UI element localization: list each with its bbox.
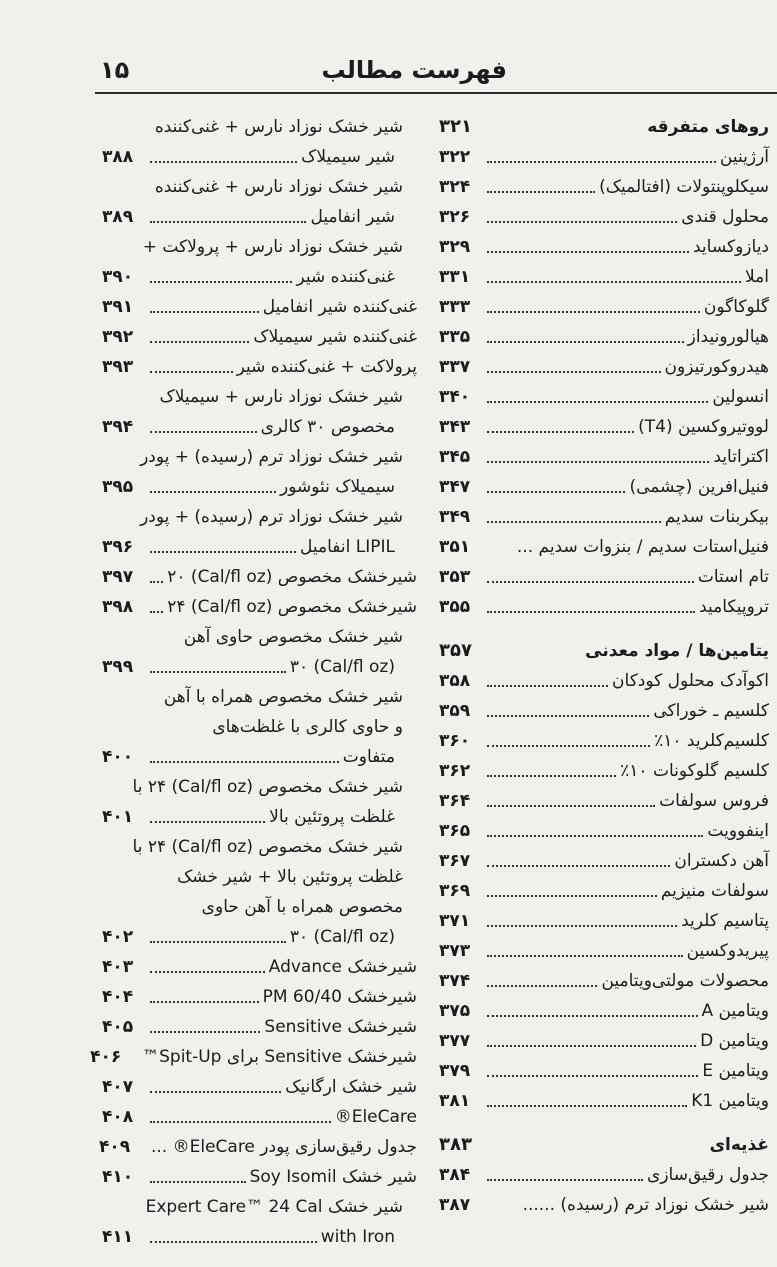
toc-entry xyxy=(102,562,417,592)
toc-entry xyxy=(98,1132,417,1162)
toc-entry xyxy=(439,202,769,232)
toc-entry-title: گلوکاگون xyxy=(703,297,769,317)
toc-entry-page: ۳۹۳ xyxy=(102,357,134,377)
toc-entry-title: غلظت پروتئین بالا + شیر خشک xyxy=(177,867,403,887)
toc-entry-page: ۳۳۷ xyxy=(439,357,471,377)
toc-leader-dots xyxy=(150,1001,259,1003)
toc-entry-page: ۴۱۰ xyxy=(102,1167,134,1187)
toc-entry-title: کلسیم گلوکونات ۱۰٪ xyxy=(620,761,769,781)
toc-entry-page: ۴۰۸ xyxy=(102,1107,134,1127)
toc-leader-dots xyxy=(150,941,286,943)
toc-entry-page: ۳۲۲ xyxy=(439,147,471,167)
toc-leader-dots xyxy=(487,985,597,987)
toc-column-left xyxy=(90,112,417,1252)
toc-entry-title: شیر خشک مخصوص (Cal/fl oz) ۲۴ با xyxy=(132,777,403,797)
toc-entry-title: پیریدوکسین xyxy=(686,941,769,961)
toc-entry-title: املا xyxy=(745,267,769,287)
toc-entry xyxy=(102,772,417,802)
toc-entry xyxy=(102,1162,417,1192)
toc-entry-page: ۳۵۳ xyxy=(439,567,471,587)
toc-entry-title: محصولات مولتی‌ویتامین xyxy=(601,971,769,991)
toc-leader-dots xyxy=(487,191,595,193)
toc-entry-title: شیر خشک نوزاد نارس + پرولاکت + xyxy=(142,237,403,257)
toc-entry-title: with Iron xyxy=(320,1227,395,1247)
toc-entry xyxy=(439,232,769,262)
toc-entry xyxy=(439,1086,769,1116)
toc-entry-title: ویتامین D xyxy=(700,1031,769,1051)
toc-entry xyxy=(439,996,769,1026)
toc-entry-page: ۳۹۱ xyxy=(102,297,134,317)
toc-entry-page: ۳۸۳ xyxy=(439,1134,472,1155)
toc-entry-title: یتامین‌ها / مواد معدنی xyxy=(585,641,769,661)
toc-entry xyxy=(102,622,417,652)
toc-leader-dots xyxy=(487,925,677,927)
toc-entry xyxy=(102,832,417,862)
toc-entry xyxy=(439,352,769,382)
toc-leader-dots xyxy=(487,611,695,613)
toc-leader-dots xyxy=(487,341,684,343)
toc-entry-page: ۳۳۵ xyxy=(439,327,471,347)
toc-entry-page: ۳۴۳ xyxy=(439,417,471,437)
toc-entry xyxy=(439,1056,769,1086)
toc-entry-title: شیر خشک نوزاد نارس + سیمیلاک xyxy=(159,387,403,407)
toc-entry-page: ۳۷۱ xyxy=(439,911,471,931)
toc-leader-dots xyxy=(487,521,661,523)
toc-entry xyxy=(439,322,769,352)
toc-entry xyxy=(439,442,769,472)
toc-entry xyxy=(439,412,769,442)
toc-leader-dots xyxy=(150,491,276,493)
toc-entry-page: ۳۶۲ xyxy=(439,761,471,781)
toc-entry-title: غنی‌کننده شیر xyxy=(296,267,395,287)
toc-entry-title: شیر خشک مخصوص حاوی آهن xyxy=(183,627,403,647)
toc-entry xyxy=(90,1042,417,1072)
toc-entry-page: ۳۲۹ xyxy=(439,237,471,257)
toc-entry-page: ۳۹۴ xyxy=(102,417,134,437)
toc-leader-dots xyxy=(487,1105,687,1107)
toc-entry xyxy=(102,952,417,982)
toc-entry-page: ۳۴۹ xyxy=(439,507,471,527)
toc-entry-title: شیر خشک نوزاد ترم (رسیده) ...... xyxy=(522,1195,769,1215)
toc-entry xyxy=(102,802,417,832)
header-rule xyxy=(95,92,777,94)
toc-entry xyxy=(102,442,417,472)
toc-entry-title: مخصوص همراه با آهن حاوی xyxy=(201,897,403,917)
toc-entry xyxy=(102,682,417,712)
toc-entry-title: شیرخشک Advance xyxy=(268,957,417,977)
toc-entry-title: تام استات xyxy=(697,567,769,587)
toc-entry xyxy=(102,862,417,892)
toc-entry xyxy=(439,1160,769,1190)
toc-leader-dots xyxy=(487,461,709,463)
toc-leader-dots xyxy=(150,821,265,823)
toc-entry-title: شیرخشک Sensitive xyxy=(264,1017,417,1037)
toc-section-heading xyxy=(439,112,769,142)
toc-entry xyxy=(102,292,417,322)
toc-entry xyxy=(102,712,417,742)
toc-entry-title: شیرخشک مخصوص (Cal/fl oz) ۲۴ xyxy=(167,597,417,617)
toc-entry-title: شیر خشک نوزاد نارس + غنی‌کننده xyxy=(154,117,403,137)
toc-entry-title: بیکربنات سدیم xyxy=(664,507,769,527)
toc-leader-dots xyxy=(150,551,296,553)
toc-entry xyxy=(102,892,417,922)
toc-entry-title: محلول قندی xyxy=(681,207,769,227)
toc-leader-dots xyxy=(487,281,741,283)
toc-entry-title: هیدروکورتیزون xyxy=(664,357,769,377)
toc-entry-page: ۳۶۰ xyxy=(439,731,471,751)
toc-leader-dots xyxy=(487,715,649,717)
page-number: ۱۵ xyxy=(100,56,130,84)
toc-entry xyxy=(439,142,769,172)
toc-leader-dots xyxy=(487,1179,643,1181)
toc-leader-dots xyxy=(150,1181,246,1183)
toc-leader-dots xyxy=(487,1015,698,1017)
toc-entry xyxy=(102,652,417,682)
toc-entry-title: کلسیم ـ خوراکی xyxy=(653,701,769,721)
toc-entry xyxy=(439,786,769,816)
toc-entry xyxy=(102,592,417,622)
toc-entry xyxy=(439,816,769,846)
toc-leader-dots xyxy=(487,161,716,163)
toc-entry-page: ۳۲۶ xyxy=(439,207,471,227)
toc-leader-dots xyxy=(487,1075,698,1077)
toc-leader-dots xyxy=(487,895,657,897)
section-gap xyxy=(439,1116,769,1130)
toc-entry xyxy=(102,352,417,382)
toc-leader-dots xyxy=(150,671,286,673)
toc-entry-title: اکتراتاید xyxy=(713,447,769,467)
toc-entry xyxy=(439,696,769,726)
toc-entry-page: ۳۵۱ xyxy=(439,537,471,557)
toc-entry-title: سیمیلاک نئوشور xyxy=(280,477,395,497)
toc-entry-page: ۳۵۸ xyxy=(439,671,471,691)
toc-leader-dots xyxy=(150,431,257,433)
toc-entry-title: سولفات منیزیم xyxy=(660,881,769,901)
toc-entry-page: ۴۰۱ xyxy=(102,807,134,827)
toc-entry-page: ۴۰۳ xyxy=(102,957,134,977)
toc-entry xyxy=(439,936,769,966)
toc-entry-title: غلظت پروتئین بالا xyxy=(269,807,395,827)
toc-leader-dots xyxy=(487,431,634,433)
toc-entry-page: ۳۹۶ xyxy=(102,537,134,557)
toc-entry-title: شیر خشک مخصوص همراه با آهن xyxy=(163,687,403,707)
toc-entry-title: مخصوص ۳۰ کالری xyxy=(260,417,395,437)
section-gap xyxy=(439,622,769,636)
toc-entry-title: متفاوت xyxy=(342,747,395,767)
toc-entry xyxy=(439,726,769,756)
toc-leader-dots xyxy=(487,775,616,777)
toc-leader-dots xyxy=(150,1091,281,1093)
toc-entry-page: ۳۶۹ xyxy=(439,881,471,901)
toc-entry-page: ۳۸۱ xyxy=(439,1091,471,1111)
toc-entry-page: ۴۰۰ xyxy=(102,747,134,767)
toc-entry-page: ۳۶۴ xyxy=(439,791,471,811)
toc-entry-title: غنی‌کننده شیر انفامیل xyxy=(262,297,417,317)
toc-entry-page: ۳۲۱ xyxy=(439,116,472,137)
toc-entry xyxy=(102,412,417,442)
toc-leader-dots xyxy=(487,251,689,253)
toc-entry xyxy=(439,846,769,876)
toc-entry-page: ۴۰۹ xyxy=(98,1137,131,1157)
toc-leader-dots xyxy=(150,761,339,763)
toc-entry-title: فنیل‌افرین (چشمی) xyxy=(629,477,769,497)
toc-entry xyxy=(102,262,417,292)
toc-entry-title: کلسیم‌کلرید ۱۰٪ xyxy=(654,731,769,751)
toc-entry xyxy=(439,966,769,996)
toc-entry xyxy=(439,502,769,532)
toc-entry xyxy=(102,1192,417,1222)
toc-entry xyxy=(102,142,417,172)
toc-entry xyxy=(102,232,417,262)
toc-entry-title: غنی‌کننده شیر سیمیلاک xyxy=(253,327,417,347)
toc-entry-title: و حاوی کالری با غلظت‌های xyxy=(212,717,403,737)
toc-entry-page: ۳۹۸ xyxy=(102,597,134,617)
toc-entry-page: ۳۷۷ xyxy=(439,1031,471,1051)
toc-entry-title: غذیه‌ای xyxy=(709,1135,769,1155)
toc-leader-dots xyxy=(487,805,655,807)
toc-entry-page: ۳۴۰ xyxy=(439,387,471,407)
toc-leader-dots xyxy=(487,491,625,493)
toc-entry-title: ویتامین A xyxy=(701,1001,769,1021)
toc-entry-title: فنیل‌استات سدیم / بنزوات سدیم ... xyxy=(516,537,769,557)
toc-entry-title: اینفوویت xyxy=(707,821,769,841)
toc-entry xyxy=(102,1222,417,1252)
toc-entry-page: ۳۴۷ xyxy=(439,477,471,497)
toc-leader-dots xyxy=(487,371,661,373)
toc-entry xyxy=(102,1012,417,1042)
toc-leader-dots xyxy=(150,581,163,583)
toc-leader-dots xyxy=(150,341,249,343)
toc-leader-dots xyxy=(150,971,265,973)
page-title: فهرست مطالب xyxy=(321,56,507,84)
toc-leader-dots xyxy=(487,221,677,223)
toc-leader-dots xyxy=(150,1031,260,1033)
toc-entry-page: ۳۶۵ xyxy=(439,821,471,841)
toc-entry-title: آهن دکستران xyxy=(674,851,769,871)
toc-entry-page: ۳۹۲ xyxy=(102,327,134,347)
toc-entry-page: ۳۷۹ xyxy=(439,1061,471,1081)
toc-entry-title: شیر انفامیل xyxy=(310,207,395,227)
toc-entry xyxy=(102,922,417,952)
toc-section-heading xyxy=(439,1130,769,1160)
toc-leader-dots xyxy=(150,221,306,223)
toc-entry xyxy=(439,382,769,412)
toc-entry-title: شیرخشک PM 60/40 xyxy=(262,987,417,1007)
toc-entry-title: شیر خشک نوزاد نارس + غنی‌کننده xyxy=(154,177,403,197)
toc-entry xyxy=(439,906,769,936)
toc-entry-title: جدول رقیق‌سازی پودر EleCare® ... xyxy=(150,1137,417,1157)
toc-entry xyxy=(102,1072,417,1102)
toc-entry xyxy=(102,982,417,1012)
toc-entry xyxy=(102,202,417,232)
toc-entry-title: (Cal/fl oz) ۳۰ xyxy=(289,927,395,947)
toc-entry-page: ۳۸۹ xyxy=(102,207,134,227)
toc-entry-title: روهای متفرقه xyxy=(647,117,769,137)
toc-entry-title: شیر خشک ارگانیک xyxy=(285,1077,417,1097)
toc-entry-title: ویتامین K1 xyxy=(691,1091,769,1111)
toc-leader-dots xyxy=(487,865,670,867)
toc-entry-page: ۳۳۳ xyxy=(439,297,471,317)
toc-entry-title: (Cal/fl oz) ۳۰ xyxy=(289,657,395,677)
toc-entry xyxy=(439,532,769,562)
toc-entry-title: شیر خشک نوزاد ترم (رسیده) + پودر xyxy=(140,507,403,527)
toc-leader-dots xyxy=(150,1121,331,1123)
toc-entry-page: ۳۸۷ xyxy=(439,1195,471,1215)
toc-entry xyxy=(102,472,417,502)
toc-leader-dots xyxy=(487,835,703,837)
toc-entry xyxy=(102,1102,417,1132)
toc-leader-dots xyxy=(487,955,683,957)
toc-entry-page: ۳۶۷ xyxy=(439,851,471,871)
toc-leader-dots xyxy=(150,611,163,613)
toc-entry-page: ۳۵۹ xyxy=(439,701,471,721)
toc-entry-title: دیازوکساید xyxy=(693,237,769,257)
toc-entry-page: ۳۲۴ xyxy=(439,177,471,197)
toc-entry-title: جدول رقیق‌سازی xyxy=(647,1165,769,1185)
toc-leader-dots xyxy=(487,745,650,747)
toc-entry-title: شیر سیمیلاک xyxy=(301,147,395,167)
toc-entry-title: سیکلوپنتولات (افتالمیک) xyxy=(599,177,769,197)
toc-entry-title: شیر خشک Soy Isomil xyxy=(249,1167,417,1187)
toc-entry-page: ۳۵۵ xyxy=(439,597,471,617)
toc-entry-title: شیرخشک Sensitive برای Spit-Up™ xyxy=(142,1047,417,1067)
toc-entry-page: ۳۷۴ xyxy=(439,971,471,991)
toc-entry xyxy=(102,172,417,202)
toc-entry-page: ۳۷۳ xyxy=(439,941,471,961)
toc-entry-title: شیر خشک نوزاد ترم (رسیده) + پودر xyxy=(140,447,403,467)
toc-entry-title: EleCare® xyxy=(334,1107,417,1127)
toc-entry-title: شیر خشک مخصوص (Cal/fl oz) ۲۴ با xyxy=(132,837,403,857)
toc-entry-page: ۴۰۵ xyxy=(102,1017,134,1037)
toc-entry xyxy=(439,262,769,292)
toc-entry-page: ۳۹۹ xyxy=(102,657,134,677)
toc-entry-page: ۳۹۰ xyxy=(102,267,134,287)
toc-entry-page: ۴۰۴ xyxy=(102,987,134,1007)
toc-entry xyxy=(439,666,769,696)
toc-leader-dots xyxy=(487,1045,696,1047)
toc-leader-dots xyxy=(487,401,708,403)
toc-entry-title: تروپیکامید xyxy=(699,597,769,617)
toc-entry-title: شیر خشک Expert Care™ 24 Cal xyxy=(145,1197,403,1217)
toc-entry-title: فروس سولفات xyxy=(659,791,769,811)
toc-leader-dots xyxy=(150,281,292,283)
toc-column-right xyxy=(439,112,769,1220)
toc-entry-title: اکوآدک محلول کودکان xyxy=(612,671,769,691)
toc-entry-title: هیالورونیداز xyxy=(687,327,769,347)
toc-leader-dots xyxy=(150,161,297,163)
toc-entry-page: ۳۹۵ xyxy=(102,477,134,497)
toc-entry-title: آرژینین xyxy=(719,147,769,167)
toc-entry xyxy=(439,592,769,622)
toc-entry-page: ۴۰۷ xyxy=(102,1077,134,1097)
toc-entry-title: LIPIL انفامیل xyxy=(300,537,395,557)
toc-entry-page: ۳۳۱ xyxy=(439,267,471,287)
toc-leader-dots xyxy=(487,581,694,583)
toc-entry xyxy=(102,382,417,412)
toc-entry-page: ۳۷۵ xyxy=(439,1001,471,1021)
toc-entry xyxy=(102,112,417,142)
toc-entry-page: ۳۹۷ xyxy=(102,567,134,587)
toc-entry xyxy=(439,1026,769,1056)
toc-entry-page: ۳۵۷ xyxy=(439,640,472,661)
toc-entry xyxy=(102,502,417,532)
toc-entry-title: انسولین xyxy=(712,387,769,407)
toc-entry xyxy=(439,562,769,592)
toc-entry xyxy=(102,532,417,562)
toc-entry xyxy=(102,742,417,772)
toc-leader-dots xyxy=(487,685,608,687)
toc-entry-title: ویتامین E xyxy=(702,1061,769,1081)
toc-entry xyxy=(439,1190,769,1220)
toc-entry xyxy=(439,876,769,906)
toc-entry xyxy=(439,292,769,322)
toc-entry-page: ۳۸۸ xyxy=(102,147,134,167)
toc-entry-page: ۴۰۶ xyxy=(90,1047,122,1067)
toc-entry-page: ۳۸۴ xyxy=(439,1165,471,1185)
toc-leader-dots xyxy=(150,1241,317,1243)
toc-entry xyxy=(102,322,417,352)
toc-entry xyxy=(439,472,769,502)
toc-entry-title: لووتیروکسین (T4) xyxy=(638,417,769,437)
toc-entry-title: شیرخشک مخصوص (Cal/fl oz) ۲۰ xyxy=(167,567,417,587)
toc-entry xyxy=(439,756,769,786)
toc-section-heading xyxy=(439,636,769,666)
toc-entry-page: ۳۴۵ xyxy=(439,447,471,467)
toc-entry xyxy=(439,172,769,202)
toc-leader-dots xyxy=(150,371,233,373)
toc-entry-title: پتاسیم کلرید xyxy=(681,911,769,931)
toc-entry-page: ۴۰۲ xyxy=(102,927,134,947)
toc-entry-title: پرولاکت + غنی‌کننده شیر xyxy=(236,357,417,377)
toc-leader-dots xyxy=(150,311,259,313)
toc-entry-page: ۴۱۱ xyxy=(102,1227,134,1247)
toc-leader-dots xyxy=(487,311,700,313)
